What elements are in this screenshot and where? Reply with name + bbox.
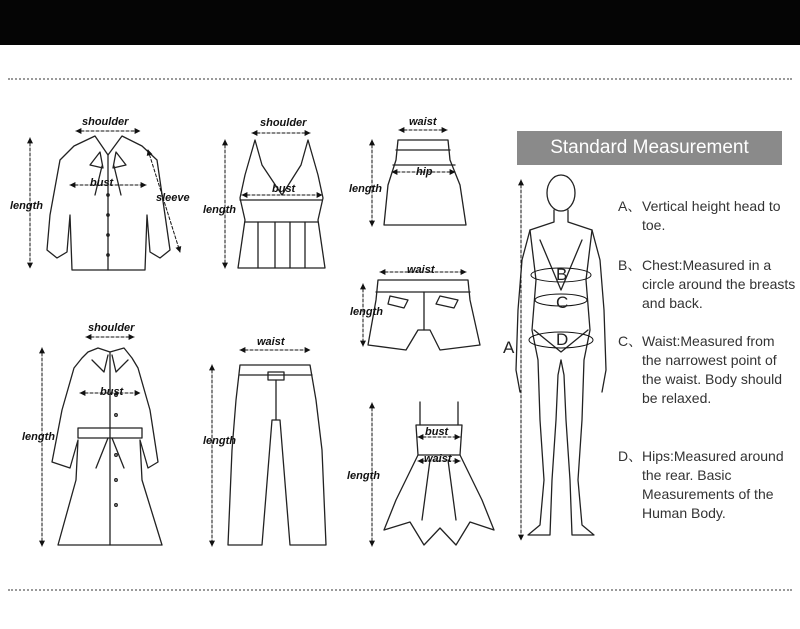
skirt-length-label: length bbox=[349, 183, 382, 195]
vest-top-illustration bbox=[238, 140, 325, 268]
vest-bust-label: bust bbox=[272, 183, 296, 195]
figure-measure-lines bbox=[521, 180, 593, 540]
coat-length-label: length bbox=[22, 431, 55, 443]
shorts-length-label: length bbox=[350, 306, 383, 318]
note-a-text: Vertical height head to toe. bbox=[642, 198, 781, 233]
blouse-bust-label: bust bbox=[90, 177, 114, 189]
trousers-illustration bbox=[228, 365, 326, 545]
dress-length-label: length bbox=[347, 470, 380, 482]
note-a bbox=[618, 197, 796, 235]
vest-length-label: length bbox=[203, 204, 236, 216]
note-b-text: Chest:Measured in a circle around the breasts and back. bbox=[642, 257, 796, 311]
blouse-length-label: length bbox=[10, 200, 43, 212]
figure-letter-b: B bbox=[556, 265, 568, 284]
note-a-key: A、 bbox=[618, 198, 642, 214]
skirt-waist-label: waist bbox=[409, 116, 437, 128]
coat-bust-label: bust bbox=[100, 386, 124, 398]
coat-shoulder-label: shoulder bbox=[88, 322, 135, 334]
note-d-key: D、 bbox=[618, 448, 643, 464]
page-title: Standard Measurement bbox=[517, 131, 782, 165]
figure-letter-d: D bbox=[556, 330, 569, 349]
shorts-illustration bbox=[368, 280, 480, 350]
note-d bbox=[618, 447, 796, 523]
dress-bust-label: bust bbox=[425, 426, 449, 438]
figure-letter-c: C bbox=[556, 293, 569, 312]
skirt-hip-label: hip bbox=[416, 166, 433, 178]
coat-illustration bbox=[52, 348, 162, 545]
note-c bbox=[618, 332, 796, 408]
dress-waist-label: waist bbox=[424, 453, 452, 465]
blouse-shoulder-label: shoulder bbox=[82, 116, 129, 128]
dress-illustration bbox=[384, 402, 494, 545]
blouse-sleeve-label: sleeve bbox=[156, 192, 190, 204]
note-b-key: B、 bbox=[618, 257, 642, 273]
figure-letter-a: A bbox=[503, 338, 515, 357]
note-d-text: Hips:Measured around the rear. Basic Measurements of the Human Body. bbox=[642, 448, 784, 521]
vest-shoulder-label: shoulder bbox=[260, 117, 307, 129]
shorts-waist-label: waist bbox=[407, 264, 435, 276]
human-figure-outline bbox=[516, 175, 606, 535]
note-c-text: Waist:Measured from the narrowest point of the waist. Body should be relaxed. bbox=[642, 333, 783, 406]
trousers-waist-label: waist bbox=[257, 336, 285, 348]
blouse-illustration bbox=[47, 136, 170, 270]
note-c-key: C、 bbox=[618, 333, 643, 349]
note-b bbox=[618, 256, 796, 313]
trousers-length-label: length bbox=[203, 435, 236, 447]
skirt-illustration bbox=[384, 140, 466, 225]
